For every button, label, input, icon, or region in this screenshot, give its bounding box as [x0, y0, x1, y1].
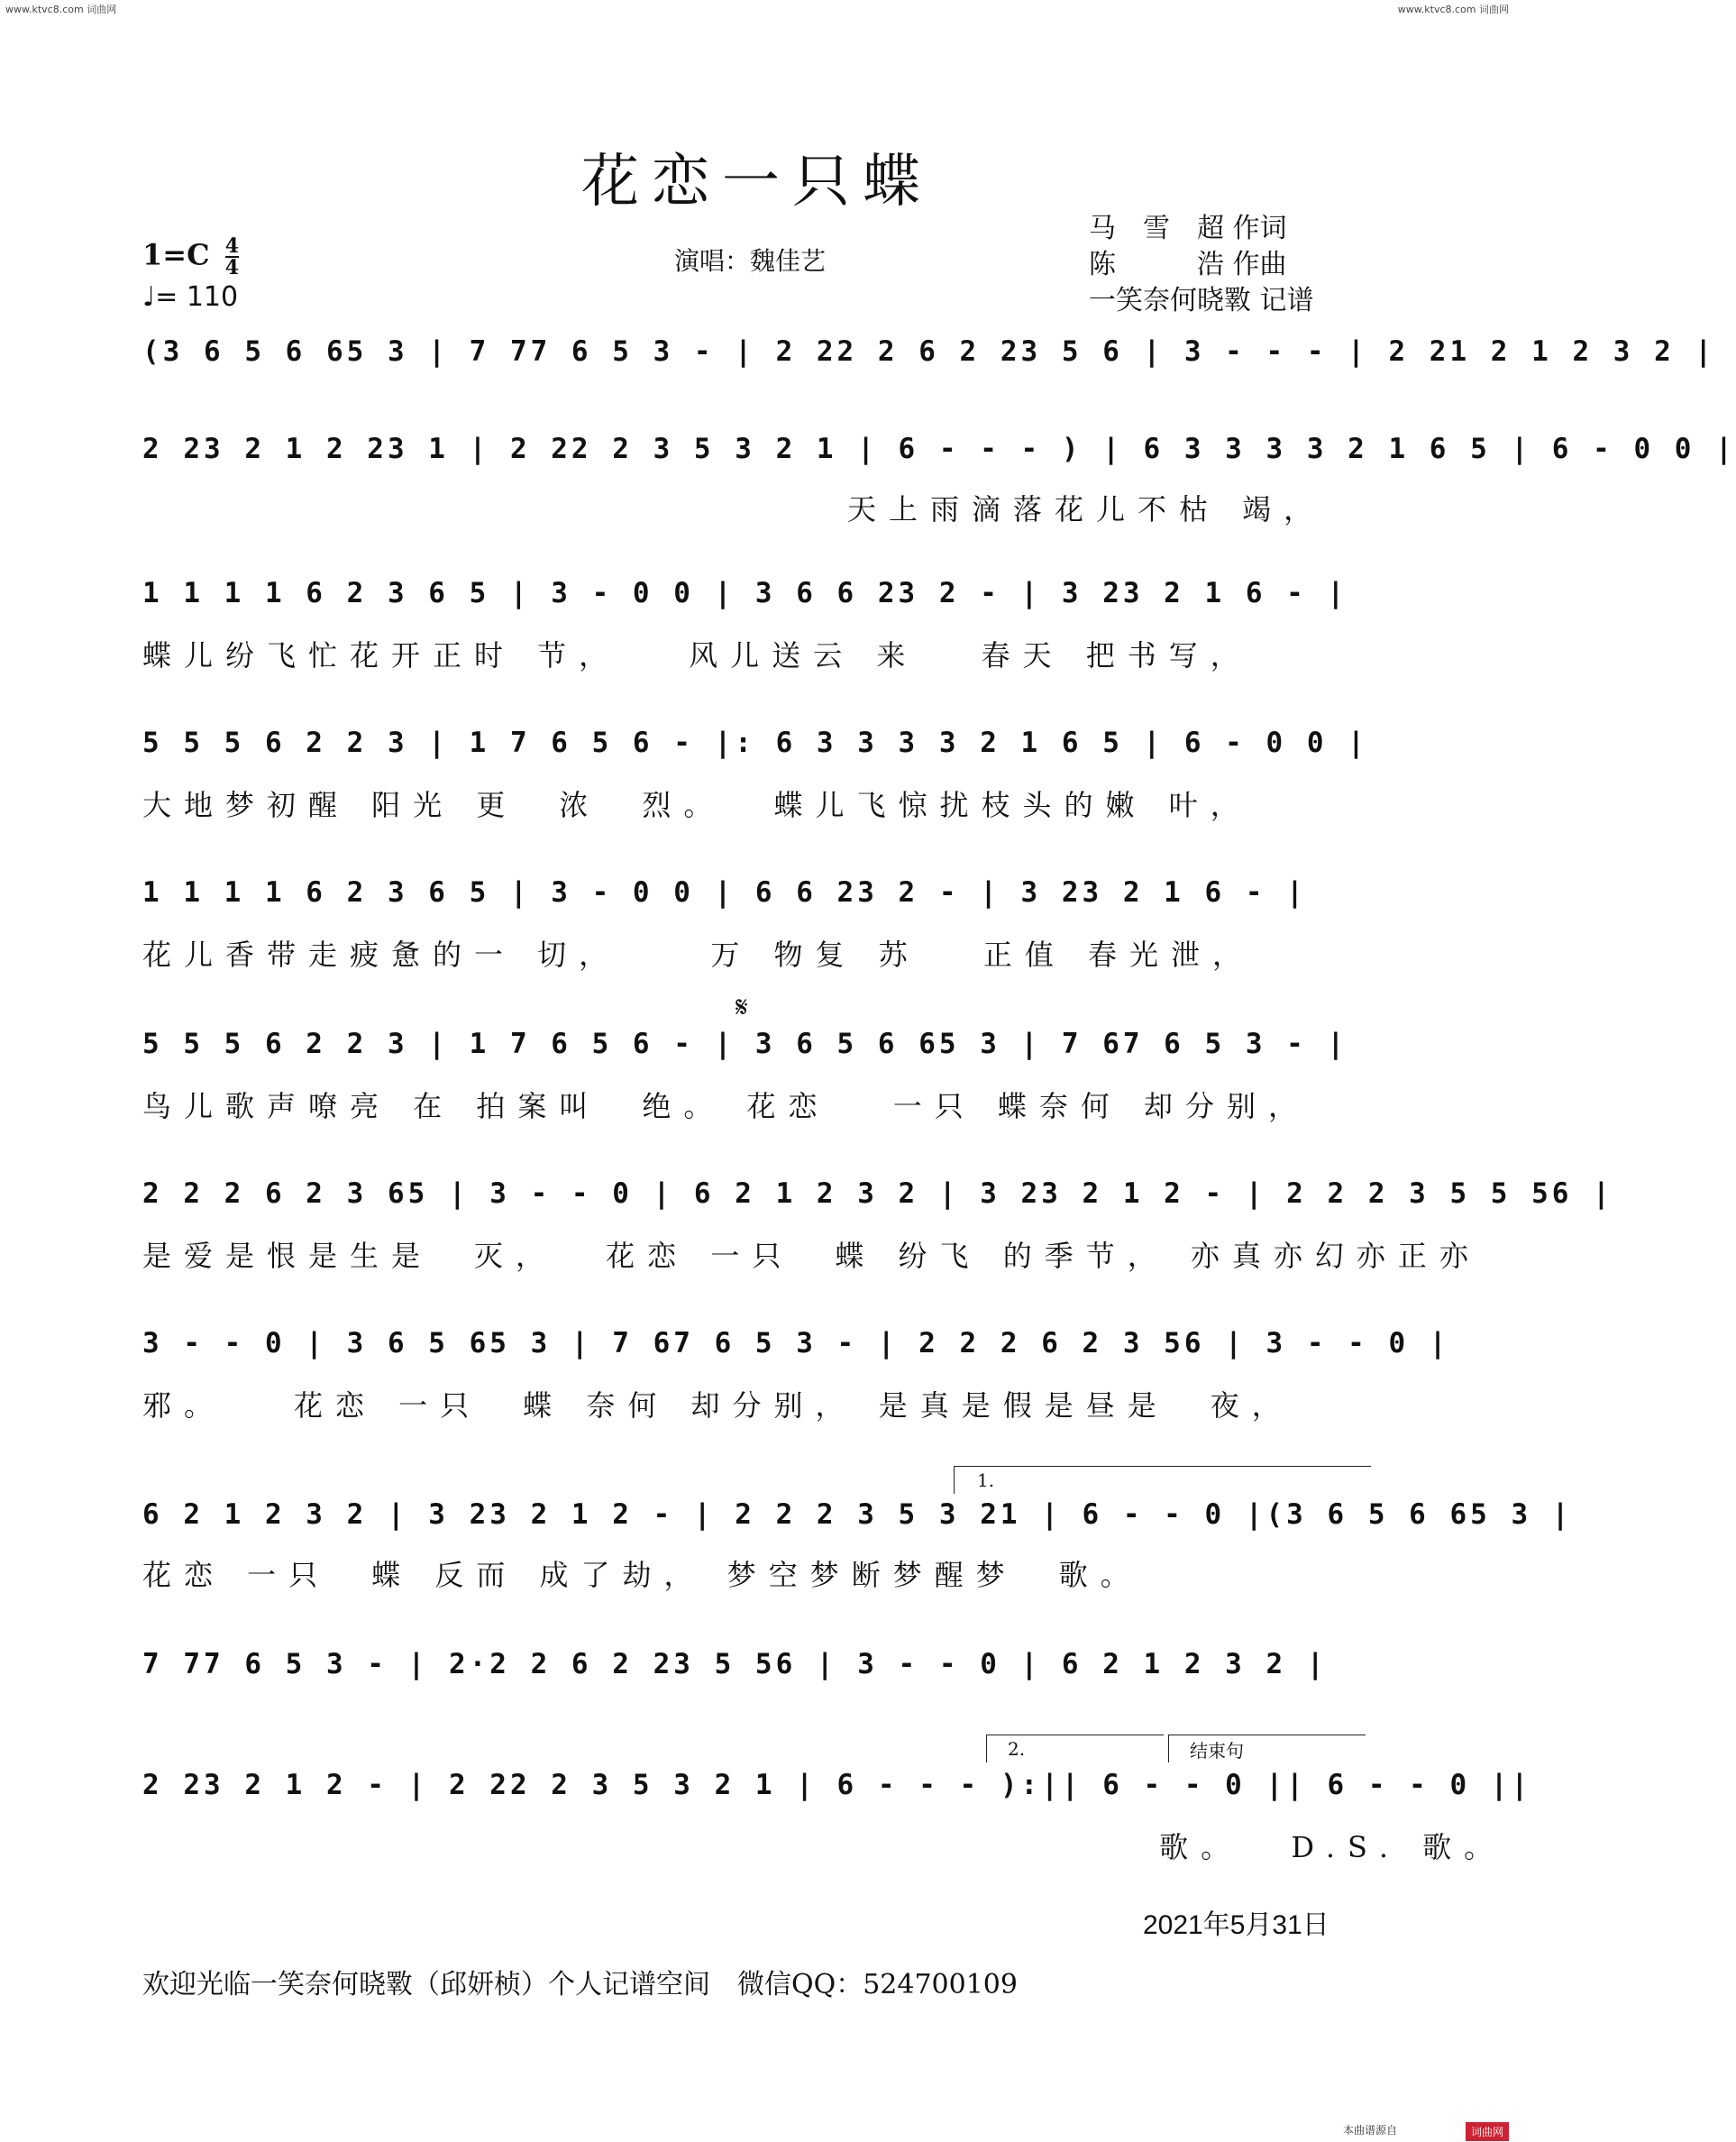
- lyric-line-2: 天上雨滴落花儿不枯 竭，: [142, 492, 1326, 526]
- source-badge[interactable]: 词曲网: [1466, 2122, 1509, 2141]
- lyricist-credit: 马 雪 超 作词: [1089, 213, 1287, 244]
- volta-2-label: 2.: [1008, 1738, 1026, 1760]
- score-line-6: 5 5 5 6 2 2 3 | 1 7 6 5 6 - | 3 6 5 6 65 3 | 7 67 6 5 3 - |: [142, 1028, 1348, 1060]
- volta-bracket-1: [954, 1466, 1371, 1494]
- key-label: 1=C: [142, 237, 210, 272]
- lyric-line-11: 歌。 D.S. 歌。: [142, 1830, 1506, 1864]
- lyric-line-9: 花恋 一只 蝶 反而 成了劫， 梦空梦断梦醒梦 歌。: [142, 1558, 1142, 1592]
- source-note: 本曲谱源自: [1343, 2124, 1398, 2137]
- score-line-1: (3 6 5 6 65 3 | 7 77 6 5 3 - | 2 22 2 6 2 23 5 6 | 3 - - - | 2 21 2 1 2 3 2 |: [142, 335, 1716, 368]
- score-line-9: 6 2 1 2 3 2 | 3 23 2 1 2 - | 2 2 2 3 5 3 21 | 6 - - 0 |(3 6 5 6 65 3 |: [142, 1498, 1573, 1531]
- score-line-3: 1 1 1 1 6 2 3 6 5 | 3 - 0 0 | 3 6 6 23 2 - | 3 23 2 1 6 - |: [142, 577, 1348, 609]
- url-left[interactable]: www.ktvc8.com 词曲网: [5, 4, 117, 15]
- tempo-mark: ♩= 110: [142, 281, 239, 313]
- score-line-2: 2 23 2 1 2 23 1 | 2 22 2 3 5 3 2 1 | 6 - - - ) | 6 3 3 3 3 2 1 6 5 | 6 - 0 0 |: [142, 433, 1736, 465]
- singer-credit: 演唱：魏佳艺: [674, 246, 827, 276]
- time-top: 4: [224, 234, 239, 258]
- score-line-7: 2 2 2 6 2 3 65 | 3 - - 0 | 6 2 1 2 3 2 | 3 23 2 1 2 - | 2 2 2 3 5 5 56 |: [142, 1177, 1613, 1210]
- score-line-8: 3 - - 0 | 3 6 5 65 3 | 7 67 6 5 3 - | 2 2 2 6 2 3 56 | 3 - - 0 |: [142, 1327, 1450, 1359]
- composer-credit: 陈 浩 作曲: [1089, 249, 1287, 280]
- lyric-line-8: 邪。 花恋 一只 蝶 奈何 却分别， 是真是假是昼是 夜，: [142, 1388, 1293, 1423]
- lyric-line-3: 蝶儿纷飞忙花开正时 节， 风儿送云 来 春天 把书写，: [142, 638, 1252, 673]
- url-right[interactable]: www.ktvc8.com 词曲网: [1397, 4, 1509, 15]
- time-bottom: 4: [224, 256, 239, 279]
- song-title: 花恋一只蝶: [581, 149, 933, 215]
- lyric-line-5: 花儿香带走疲惫的一 切， 万 物复 苏 正值 春光泄，: [142, 938, 1255, 972]
- lyric-line-7: 是爱是恨是生是 灭， 花恋 一只 蝶 纷飞 的季节， 亦真亦幻亦正亦: [142, 1239, 1481, 1273]
- score-line-5: 1 1 1 1 6 2 3 6 5 | 3 - 0 0 | 6 6 23 2 - | 3 23 2 1 6 - |: [142, 876, 1307, 909]
- segno-sign: 𝄋: [736, 990, 748, 1024]
- volta-1-label: 1.: [977, 1469, 995, 1491]
- lyric-line-4: 大地梦初醒 阳光 更 浓 烈。 蝶儿飞惊扰枝头的嫩 叶，: [142, 788, 1252, 822]
- score-line-4: 5 5 5 6 2 2 3 | 1 7 6 5 6 - |: 6 3 3 3 3 2 1 6 5 | 6 - 0 0 |: [142, 727, 1368, 759]
- key-signature: [142, 236, 239, 278]
- transcriber-credit: 一笑奈何晓斁 记谱: [1089, 285, 1314, 316]
- score-line-10: 7 77 6 5 3 - | 2·2 2 6 2 23 5 56 | 3 - - 0 | 6 2 1 2 3 2 |: [142, 1648, 1328, 1680]
- time-signature: [225, 236, 239, 278]
- lyric-line-6: 鸟儿歌声嘹亮 在 拍案叫 绝。 花恋 一只 蝶奈何 却分别，: [142, 1089, 1311, 1123]
- date-stamp: 2021年5月31日: [1143, 1910, 1329, 1940]
- footer-note: 欢迎光临一笑奈何晓斁（邱妍桢）个人记谱空间 微信QQ：524700109: [142, 1969, 1018, 2000]
- score-line-11: 2 23 2 1 2 - | 2 22 2 3 5 3 2 1 | 6 - - - ):|| 6 - - 0 || 6 - - 0 ||: [142, 1769, 1532, 1801]
- ending-label: 结束句: [1190, 1740, 1244, 1762]
